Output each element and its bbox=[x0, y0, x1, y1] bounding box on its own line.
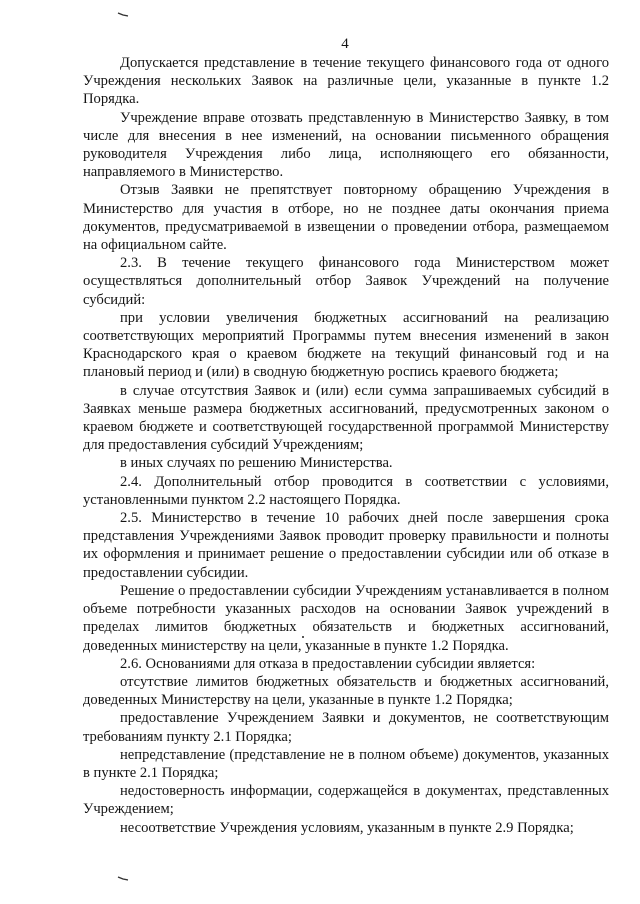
paragraph: предоставление Учреждением Заявки и документов, не соответствующим требованиям пункту 2.1 Порядка; bbox=[83, 710, 609, 745]
paragraph: в случае отсутствия Заявок и (или) если сумма запрашиваемых субсидий в Заявках меньше размера бюджетных ассигнований, предусмотренных законом о краевом бюджете и соответствующей государственной программой Министерству для предоставления субсидий Учреждениям; bbox=[83, 382, 609, 454]
scan-mark-top bbox=[117, 12, 129, 18]
paragraph: непредставление (представление не в полном объеме) документов, указанных в пункте 2.1 Порядка; bbox=[83, 746, 609, 781]
scan-speck bbox=[302, 636, 304, 638]
paragraph: несоответствие Учреждения условиям, указанным в пункте 2.9 Порядка; bbox=[120, 819, 574, 836]
page-number: 4 bbox=[341, 36, 349, 52]
paragraph: в иных случаях по решению Министерства. bbox=[120, 455, 393, 472]
paragraph: недостоверность информации, содержащейся в документах, представленных Учреждением; bbox=[83, 783, 609, 818]
paragraph: отсутствие лимитов бюджетных обязательств и бюджетных ассигнований, доведенных Министерству на цели, указанные в пункте 1.2 Порядка; bbox=[83, 673, 609, 709]
paragraph: при условии увеличения бюджетных ассигнований на реализацию соответствующих мероприятий Программы путем внесения изменений в закон Краснодарского края о краевом бюджете на текущий финансовый год и на плановый период и (или) в сводную бюджетную роспись краевого бюджета; bbox=[83, 309, 609, 381]
paragraph: 2.3. В течение текущего финансового года Министерством может осуществляться дополнительный отбор Заявок Учреждений на получение субсидий: bbox=[83, 255, 609, 308]
paragraph: Решение о предоставлении субсидии Учреждениям устанавливается в полном объеме потребности указанных расходов на основании Заявок учреждений в пределах лимитов бюджетных обязательств и бюджетных ассигнований, доведенных министерству на цели, указанные в пункте 1.2 Порядка. bbox=[83, 582, 609, 654]
document-body bbox=[83, 54, 609, 837]
scan-mark-bottom bbox=[117, 876, 129, 882]
paragraph: 2.6. Основаниями для отказа в предоставлении субсидии является: bbox=[120, 655, 536, 672]
paragraph: 2.4. Дополнительный отбор проводится в соответствии с условиями, установленными пунктом 2.2 настоящего Порядка. bbox=[83, 473, 609, 508]
paragraph: Допускается представление в течение текущего финансового года от одного Учреждения нескольких Заявок на различные цели, указанные в пункте 1.2 Порядка. bbox=[83, 55, 609, 108]
paragraph: Отзыв Заявки не препятствует повторному обращению Учреждения в Министерство для участия в отборе, но не позднее даты окончания приема документов, предусматриваемой в извещении о проведении отбора, размещаемом на официальном сайте. bbox=[83, 182, 609, 254]
paragraph: Учреждение вправе отозвать представленную в Министерство Заявку, в том числе для внесения в нее изменений, на основании письменного обращения руководителя Учреждения либо лица, исполняющего его обязанности, направляемого в Министерство. bbox=[83, 109, 609, 181]
paragraph: 2.5. Министерство в течение 10 рабочих дней после завершения срока представления Учреждениями Заявок проводит проверку правильности и полноты их оформления и принимает решение о предоставлении субсидии или об отказе в предоставлении субсидии. bbox=[83, 510, 609, 581]
